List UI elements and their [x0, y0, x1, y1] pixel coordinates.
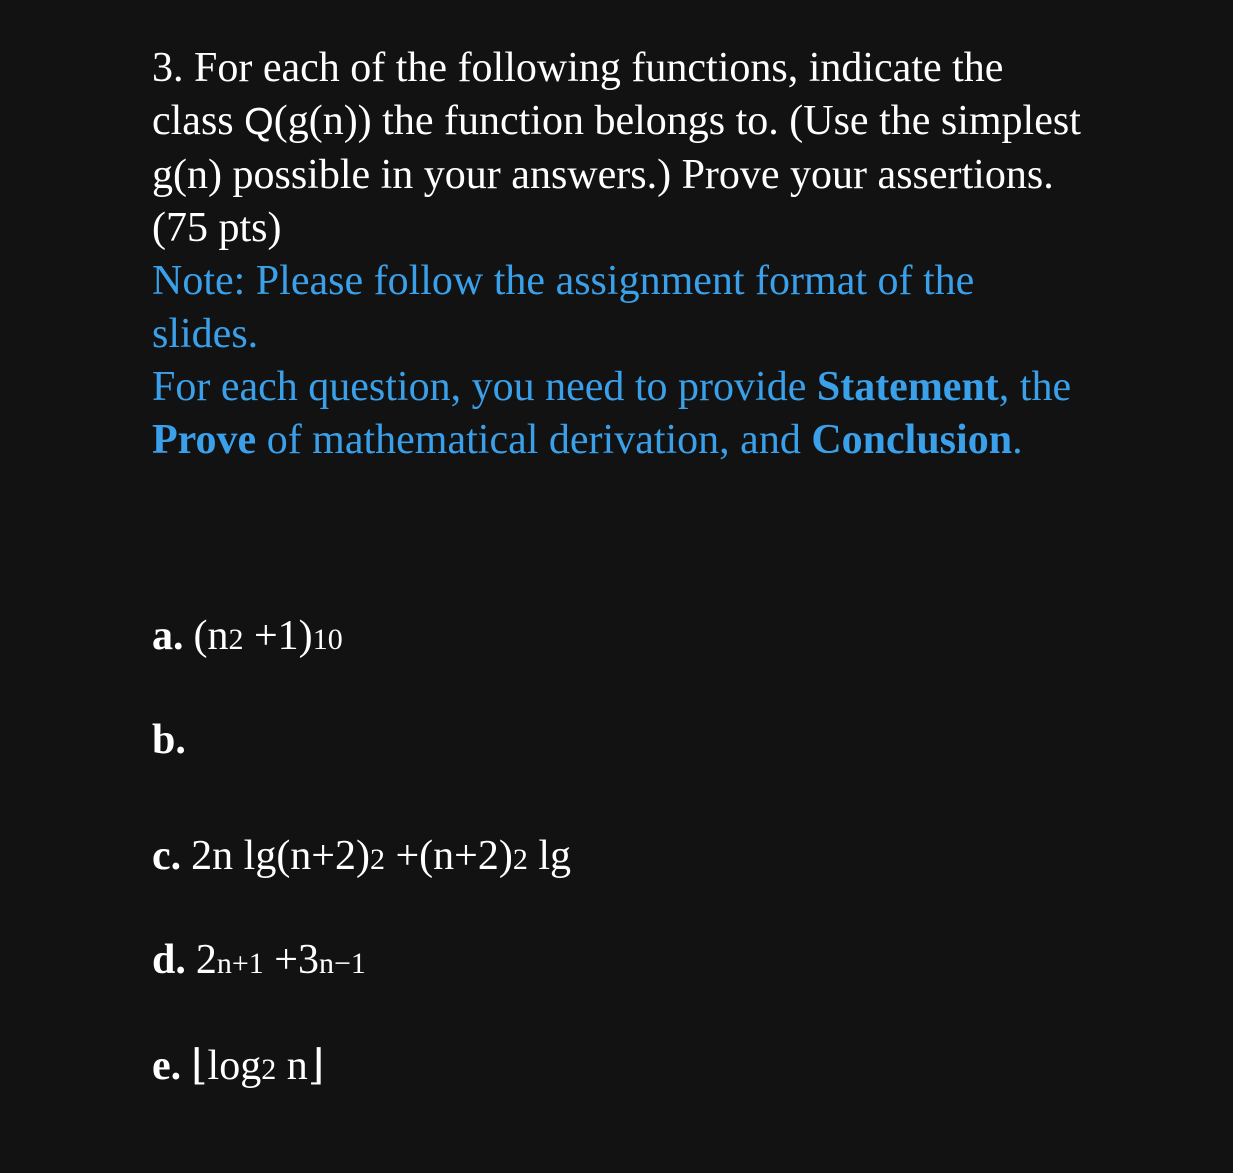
q-symbol: Q — [244, 101, 274, 143]
question-line-4: (75 pts) — [152, 205, 282, 251]
problem-text — [152, 42, 1152, 467]
statement-keyword: Statement — [816, 364, 999, 410]
question-line-1: 3. For each of the following functions, indicate the — [152, 45, 1004, 91]
item-d: d. 2n+1 +3n−1 — [152, 937, 366, 983]
prove-keyword: Prove — [152, 417, 257, 463]
question-line-3: g(n) possible in your answers.) Prove your assertions. — [152, 152, 1054, 198]
note-line-3: For each question, you need to provide Statement, the — [152, 364, 1072, 410]
item-c: c. 2n lg(n+2)2 +(n+2)2 lg — [152, 833, 572, 879]
item-b: b. — [152, 717, 186, 763]
question-paragraph — [152, 42, 1152, 255]
floor-close: ⌋ — [307, 1043, 325, 1089]
note-line-2: slides. — [152, 311, 259, 357]
note-paragraph — [152, 255, 1152, 467]
note-line-1: Note: Please follow the assignment format of the — [152, 258, 975, 304]
floor-open: ⌊ — [191, 1043, 208, 1089]
item-a: a. (n2 +1)10 — [152, 613, 343, 659]
conclusion-keyword: Conclusion — [811, 417, 1013, 463]
item-e: e. ⌊log2 n⌋ — [152, 1043, 325, 1089]
question-line-2: class Q(g(n)) the function belongs to. (Use the simplest — [152, 98, 1081, 144]
note-line-4: Prove of mathematical derivation, and Conclusion. — [152, 417, 1023, 463]
